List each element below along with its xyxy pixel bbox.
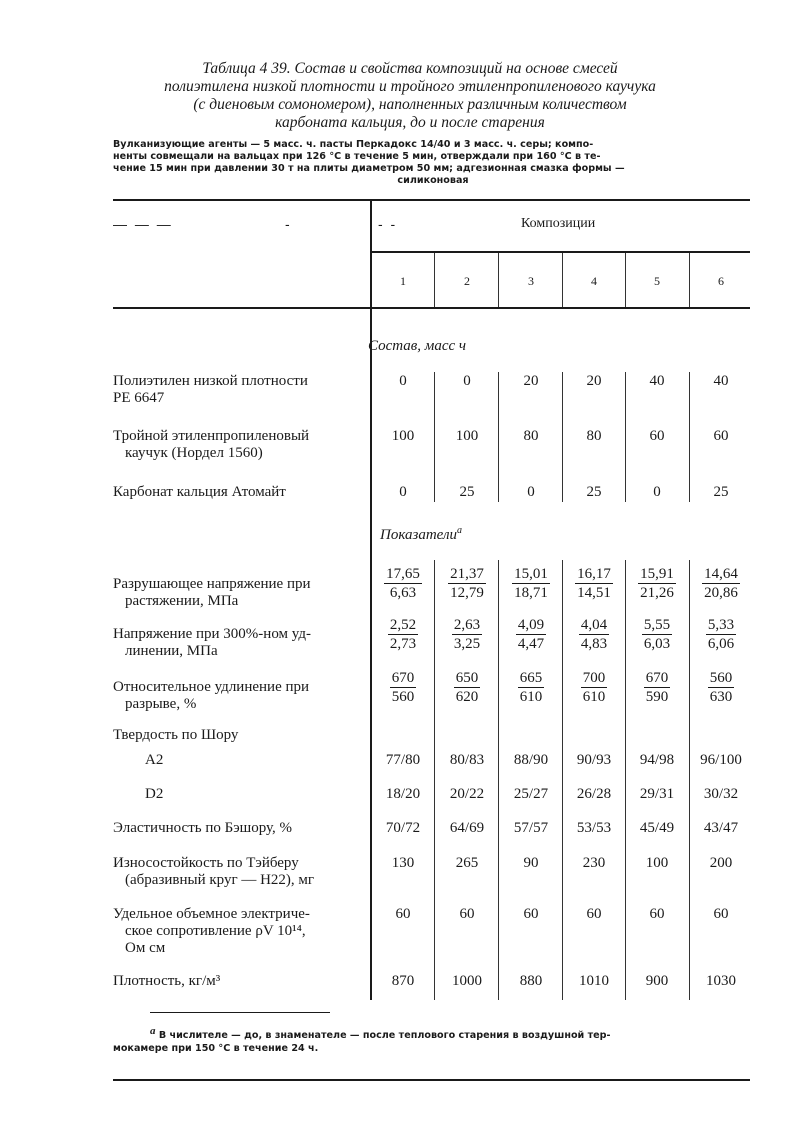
denominator: 6,03	[643, 636, 671, 652]
cell-modulus-3	[499, 617, 563, 652]
numerator: 650	[455, 670, 479, 686]
header-column-separator	[625, 253, 626, 307]
cell-a2-6: 96/100	[700, 752, 742, 768]
denominator: 6,63	[389, 585, 417, 601]
header-left-dash: -	[285, 216, 292, 232]
label-line: разрыве, %	[125, 696, 197, 712]
cell-elongation-3	[499, 670, 563, 705]
cell-pe-2: 0	[463, 373, 471, 389]
row-label-density	[113, 973, 363, 990]
cell-modulus-5	[625, 617, 689, 652]
column-number: 1	[400, 274, 406, 288]
cell-resilience-2: 64/69	[449, 820, 485, 836]
title-line: полиэтилена низкой плотности и тройного этиленпропиленового каучука	[164, 78, 656, 95]
label-line: Твердость по Шору	[113, 727, 239, 743]
cell-pe-6: 40	[713, 373, 729, 389]
denominator: 4,83	[580, 636, 608, 652]
numerator: 670	[391, 670, 415, 686]
row-label-modulus	[113, 626, 363, 660]
note-line: чение 15 мин при давлении 30 т на плиты диаметром 50 мм; адгезионная смазка формы —	[113, 163, 625, 174]
label-line: PE 6647	[113, 390, 165, 406]
footnote-mark: а	[150, 1025, 156, 1037]
cell-a2-5: 94/98	[639, 752, 675, 768]
label-line: А2	[145, 752, 164, 768]
denominator: 14,51	[577, 585, 611, 601]
row-label-resistivity	[113, 906, 363, 957]
cell-density-4: 1010	[579, 973, 609, 989]
cell-resistivity-2: 60	[459, 906, 475, 922]
footnote-line: мокамере при 150 °С в течение 24 ч.	[113, 1043, 319, 1055]
cell-tensile-6	[689, 566, 753, 601]
numerator: 2,52	[389, 617, 417, 633]
cell-caco3-3: 0	[527, 484, 535, 500]
denominator: 590	[645, 689, 669, 705]
cell-resistivity-3: 60	[523, 906, 539, 922]
denominator: 4,47	[517, 636, 545, 652]
label-line: каучук (Нордел 1560)	[125, 445, 263, 461]
cell-tensile-2	[435, 566, 499, 601]
denominator: 610	[519, 689, 543, 705]
numerator: 4,09	[517, 617, 545, 633]
numerator: 4,04	[580, 617, 608, 633]
label-line: Карбонат кальция Атомайт	[113, 484, 286, 500]
cell-modulus-2	[435, 617, 499, 652]
label-line: Удельное объемное электриче-	[113, 906, 310, 922]
numerator: 5,33	[707, 617, 735, 633]
cell-density-2: 1000	[452, 973, 482, 989]
cell-resilience-1: 70/72	[385, 820, 421, 836]
label-line: Полиэтилен низкой плотности	[113, 373, 308, 389]
row-label-resilience	[113, 820, 363, 837]
numerator: 17,65	[386, 566, 420, 582]
label-line: Напряжение при 300%-ном уд-	[113, 626, 311, 642]
numerator: 16,17	[577, 566, 611, 582]
cell-pe-3: 20	[523, 373, 539, 389]
table-note	[113, 139, 753, 187]
cell-a2-1: 77/80	[385, 752, 421, 768]
title-line: (с диеновым сомономером), наполненных различным количеством	[193, 96, 627, 113]
footnote-text: В числителе — до, в знаменателе — после теплового старения в воздушной тер-	[155, 1030, 611, 1042]
row-label-hardness	[113, 727, 363, 744]
numerator: 700	[582, 670, 606, 686]
header-bottom-rule	[113, 307, 750, 309]
footer-rule	[113, 1079, 750, 1081]
row-label-elongation	[113, 679, 363, 713]
cell-resistivity-6: 60	[713, 906, 729, 922]
column-number: 3	[528, 274, 534, 288]
cell-tensile-3	[499, 566, 563, 601]
header-top-rule	[113, 199, 750, 201]
cell-caco3-5: 0	[653, 484, 661, 500]
column-number: 6	[718, 274, 724, 288]
numerator: 15,01	[514, 566, 548, 582]
section-composition: Состав, масс ч	[368, 338, 467, 354]
compositions-rule	[372, 251, 750, 253]
cell-tensile-5	[625, 566, 689, 601]
cell-caco3-1: 0	[399, 484, 407, 500]
row-label-pe	[113, 373, 363, 407]
denominator: 3,25	[453, 636, 481, 652]
label-line: Эластичность по Бэшору, %	[113, 820, 293, 836]
header-column-separator	[562, 253, 563, 307]
denominator: 21,26	[640, 585, 674, 601]
cell-density-6: 1030	[706, 973, 736, 989]
cell-rubber-3: 80	[523, 428, 539, 444]
cell-rubber-2: 100	[455, 428, 479, 444]
cell-resistivity-1: 60	[395, 906, 411, 922]
cell-d2-5: 29/31	[639, 786, 675, 802]
denominator: 20,86	[704, 585, 738, 601]
note-line: Вулканизующие агенты — 5 масс. ч. пасты Перкадокс 14/40 и 3 масс. ч. серы; компо-	[113, 139, 594, 150]
table-title	[110, 60, 710, 132]
cell-resilience-6: 43/47	[703, 820, 739, 836]
cell-density-1: 870	[391, 973, 415, 989]
header-column-separator	[498, 253, 499, 307]
cell-tensile-4	[562, 566, 626, 601]
header-column-separator	[689, 253, 690, 307]
row-label-a2	[145, 752, 345, 769]
cell-abrasion-2: 265	[455, 855, 479, 871]
cell-pe-5: 40	[649, 373, 665, 389]
cell-resilience-5: 45/49	[639, 820, 675, 836]
cell-elongation-4	[562, 670, 626, 705]
cell-modulus-1	[371, 617, 435, 652]
footnote	[113, 1025, 753, 1055]
cell-a2-4: 90/93	[576, 752, 612, 768]
cell-tensile-1	[371, 566, 435, 601]
label-line: ское сопротивление ρV 10¹⁴,	[125, 923, 306, 939]
cell-abrasion-3: 90	[523, 855, 539, 871]
numerator: 21,37	[450, 566, 484, 582]
label-line: D2	[145, 786, 164, 802]
cell-pe-1: 0	[399, 373, 407, 389]
row-label-tensile	[113, 576, 363, 610]
cell-d2-2: 20/22	[449, 786, 485, 802]
cell-resistivity-5: 60	[649, 906, 665, 922]
cell-a2-3: 88/90	[513, 752, 549, 768]
cell-abrasion-4: 230	[582, 855, 606, 871]
cell-rubber-4: 80	[586, 428, 602, 444]
title-line: карбоната кальция, до и после старения	[275, 114, 545, 131]
cell-rubber-1: 100	[391, 428, 415, 444]
cell-density-3: 880	[519, 973, 543, 989]
label-line: Относительное удлинение при	[113, 679, 310, 695]
cell-rubber-5: 60	[649, 428, 665, 444]
cell-modulus-4	[562, 617, 626, 652]
title-line: Таблица 4 39. Состав и свойства композиций на основе смесей	[202, 60, 618, 77]
numerator: 665	[519, 670, 543, 686]
cell-modulus-6	[689, 617, 753, 652]
numerator: 14,64	[704, 566, 738, 582]
compositions-header: Композиции	[521, 216, 596, 231]
cell-rubber-6: 60	[713, 428, 729, 444]
cell-abrasion-1: 130	[391, 855, 415, 871]
denominator: 2,73	[389, 636, 417, 652]
cell-abrasion-6: 200	[709, 855, 733, 871]
label-line: Ом см	[125, 940, 166, 956]
row-label-abrasion	[113, 855, 363, 889]
note-line: силиконовая	[397, 175, 469, 186]
cell-d2-3: 25/27	[513, 786, 549, 802]
label-line: линении, МПа	[125, 643, 218, 659]
numerator: 15,91	[640, 566, 674, 582]
label-line: (абразивный круг — Н22), мг	[125, 872, 315, 888]
cell-elongation-6	[689, 670, 753, 705]
cell-elongation-1	[371, 670, 435, 705]
row-label-d2	[145, 786, 345, 803]
denominator: 620	[455, 689, 479, 705]
numerator: 560	[709, 670, 733, 686]
footnote-rule	[150, 1012, 330, 1013]
cell-a2-2: 80/83	[449, 752, 485, 768]
cell-caco3-4: 25	[586, 484, 602, 500]
denominator: 12,79	[450, 585, 484, 601]
denominator: 560	[391, 689, 415, 705]
denominator: 610	[582, 689, 606, 705]
denominator: 18,71	[514, 585, 548, 601]
cell-caco3-6: 25	[713, 484, 729, 500]
cell-resilience-3: 57/57	[513, 820, 549, 836]
label-line: Плотность, кг/м³	[113, 973, 221, 989]
label-line: растяжении, МПа	[125, 593, 239, 609]
denominator: 6,06	[707, 636, 735, 652]
cell-elongation-2	[435, 670, 499, 705]
label-line: Тройной этиленпропиленовый	[113, 428, 310, 444]
cell-caco3-2: 25	[459, 484, 475, 500]
column-number: 4	[591, 274, 597, 288]
numerator: 670	[645, 670, 669, 686]
header-left-dashes: — — —	[113, 216, 173, 232]
section-properties-label: Показатели	[380, 527, 457, 543]
row-label-rubber	[113, 428, 363, 462]
label-line: Разрушающее напряжение при	[113, 576, 311, 592]
cell-elongation-5	[625, 670, 689, 705]
footnote-line	[113, 1025, 753, 1042]
cell-abrasion-5: 100	[645, 855, 669, 871]
column-number: 5	[654, 274, 660, 288]
row-label-caco3	[113, 484, 363, 501]
cell-resilience-4: 53/53	[576, 820, 612, 836]
cell-d2-4: 26/28	[576, 786, 612, 802]
cell-d2-6: 30/32	[703, 786, 739, 802]
cell-d2-1: 18/20	[385, 786, 421, 802]
note-line: ненты совмещали на вальцах при 126 °С в течение 5 мин, отверждали при 160 °С в те-	[113, 151, 601, 162]
cell-density-5: 900	[645, 973, 669, 989]
footnote-mark: а	[457, 525, 462, 536]
column-number: 2	[464, 274, 470, 288]
label-line: Износостойкость по Тэйберу	[113, 855, 299, 871]
header-column-separator	[434, 253, 435, 307]
cell-pe-4: 20	[586, 373, 602, 389]
header-right-dashes: - -	[378, 216, 398, 232]
numerator: 2,63	[453, 617, 481, 633]
denominator: 630	[709, 689, 733, 705]
section-properties	[380, 525, 462, 544]
cell-resistivity-4: 60	[586, 906, 602, 922]
numerator: 5,55	[643, 617, 671, 633]
